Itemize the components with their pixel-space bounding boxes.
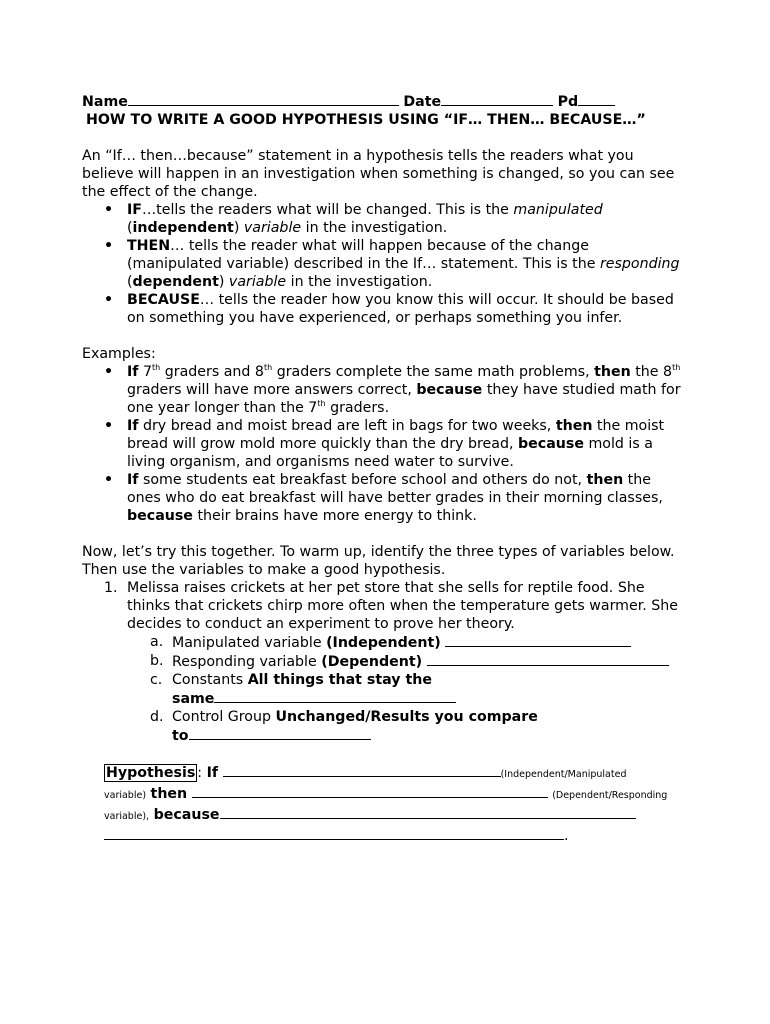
examples-label: Examples: bbox=[82, 346, 156, 362]
problem-1: 1. Melissa raises crickets at her pet store that she sells for reptile food. She thinks that crickets chirp more often when the temperature gets warmer. She decides to conduct an experiment to prove her theory. bbox=[104, 580, 678, 632]
hypothesis-label: Hypothesis bbox=[106, 765, 196, 781]
name-label: Name bbox=[82, 94, 128, 110]
date-blank[interactable] bbox=[441, 92, 553, 106]
item-a: a. Manipulated variable (Independent) bbox=[82, 633, 688, 652]
definition-then: • THEN… tells the reader what will happen because of the change (manipulated variable) described in the If… statement. This is the responding (dependent) variable in the investigation. bbox=[104, 238, 680, 290]
constants-blank[interactable] bbox=[214, 689, 456, 703]
item-d: d. Control Group Unchanged/Results you compare to bbox=[150, 709, 538, 744]
example-1: • If 7th graders and 8th graders complete the same math problems, then the 8th graders will have more answers correct, because they have studied math for one year longer than the 7th graders. bbox=[104, 363, 681, 416]
examples-list bbox=[82, 363, 688, 525]
worksheet-page bbox=[82, 92, 688, 845]
name-blank[interactable] bbox=[128, 92, 399, 106]
intro-paragraph: An “If… then…because” statement in a hypothesis tells the readers what you believe will happen in an investigation when something is changed, so you can see the effect of the change. bbox=[82, 148, 675, 200]
header-line bbox=[82, 92, 688, 111]
hypothesis-section: Hypothesis : If (Independent/Manipulated variable) then (Dependent/Responding variable), because . bbox=[104, 765, 668, 844]
date-label: Date bbox=[403, 94, 442, 110]
item-b: b. Responding variable (Dependent) bbox=[82, 652, 688, 671]
definitions-list bbox=[82, 201, 688, 327]
control-group-blank[interactable] bbox=[189, 726, 371, 740]
practice-intro: Now, let’s try this together. To warm up, identify the three types of variables below. Then use the variables to make a good hypothesis. bbox=[82, 544, 675, 578]
definition-because: • BECAUSE… tells the reader how you know this will occur. It should be based on something you have experienced, or perhaps something you infer. bbox=[104, 292, 674, 326]
hypothesis-then-blank[interactable] bbox=[192, 784, 548, 798]
manipulated-variable-blank[interactable] bbox=[445, 633, 631, 647]
example-2: • If dry bread and moist bread are left in bags for two weeks, then the moist bread will grow mold more quickly than the dry bread, because mold is a living organism, and organisms need water to survive. bbox=[104, 418, 665, 470]
definition-if: • IF…tells the readers what will be changed. This is the manipulated (independent) variable in the investigation. bbox=[104, 202, 603, 236]
pd-blank[interactable] bbox=[578, 92, 615, 106]
item-c: c. Constants All things that stay the same bbox=[82, 671, 688, 708]
hypothesis-if-blank[interactable] bbox=[223, 763, 501, 777]
hypothesis-continuation-blank[interactable] bbox=[104, 826, 564, 840]
page-title: HOW TO WRITE A GOOD HYPOTHESIS USING “IF… THEN… BECAUSE…” bbox=[86, 112, 646, 128]
pd-label: Pd bbox=[557, 94, 579, 110]
example-3: • If some students eat breakfast before school and others do not, then the ones who do eat breakfast will have better grades in their morning classes, because their brains have more energy to think. bbox=[104, 472, 663, 524]
hypothesis-because-blank[interactable] bbox=[220, 805, 636, 819]
responding-variable-blank[interactable] bbox=[427, 652, 669, 666]
